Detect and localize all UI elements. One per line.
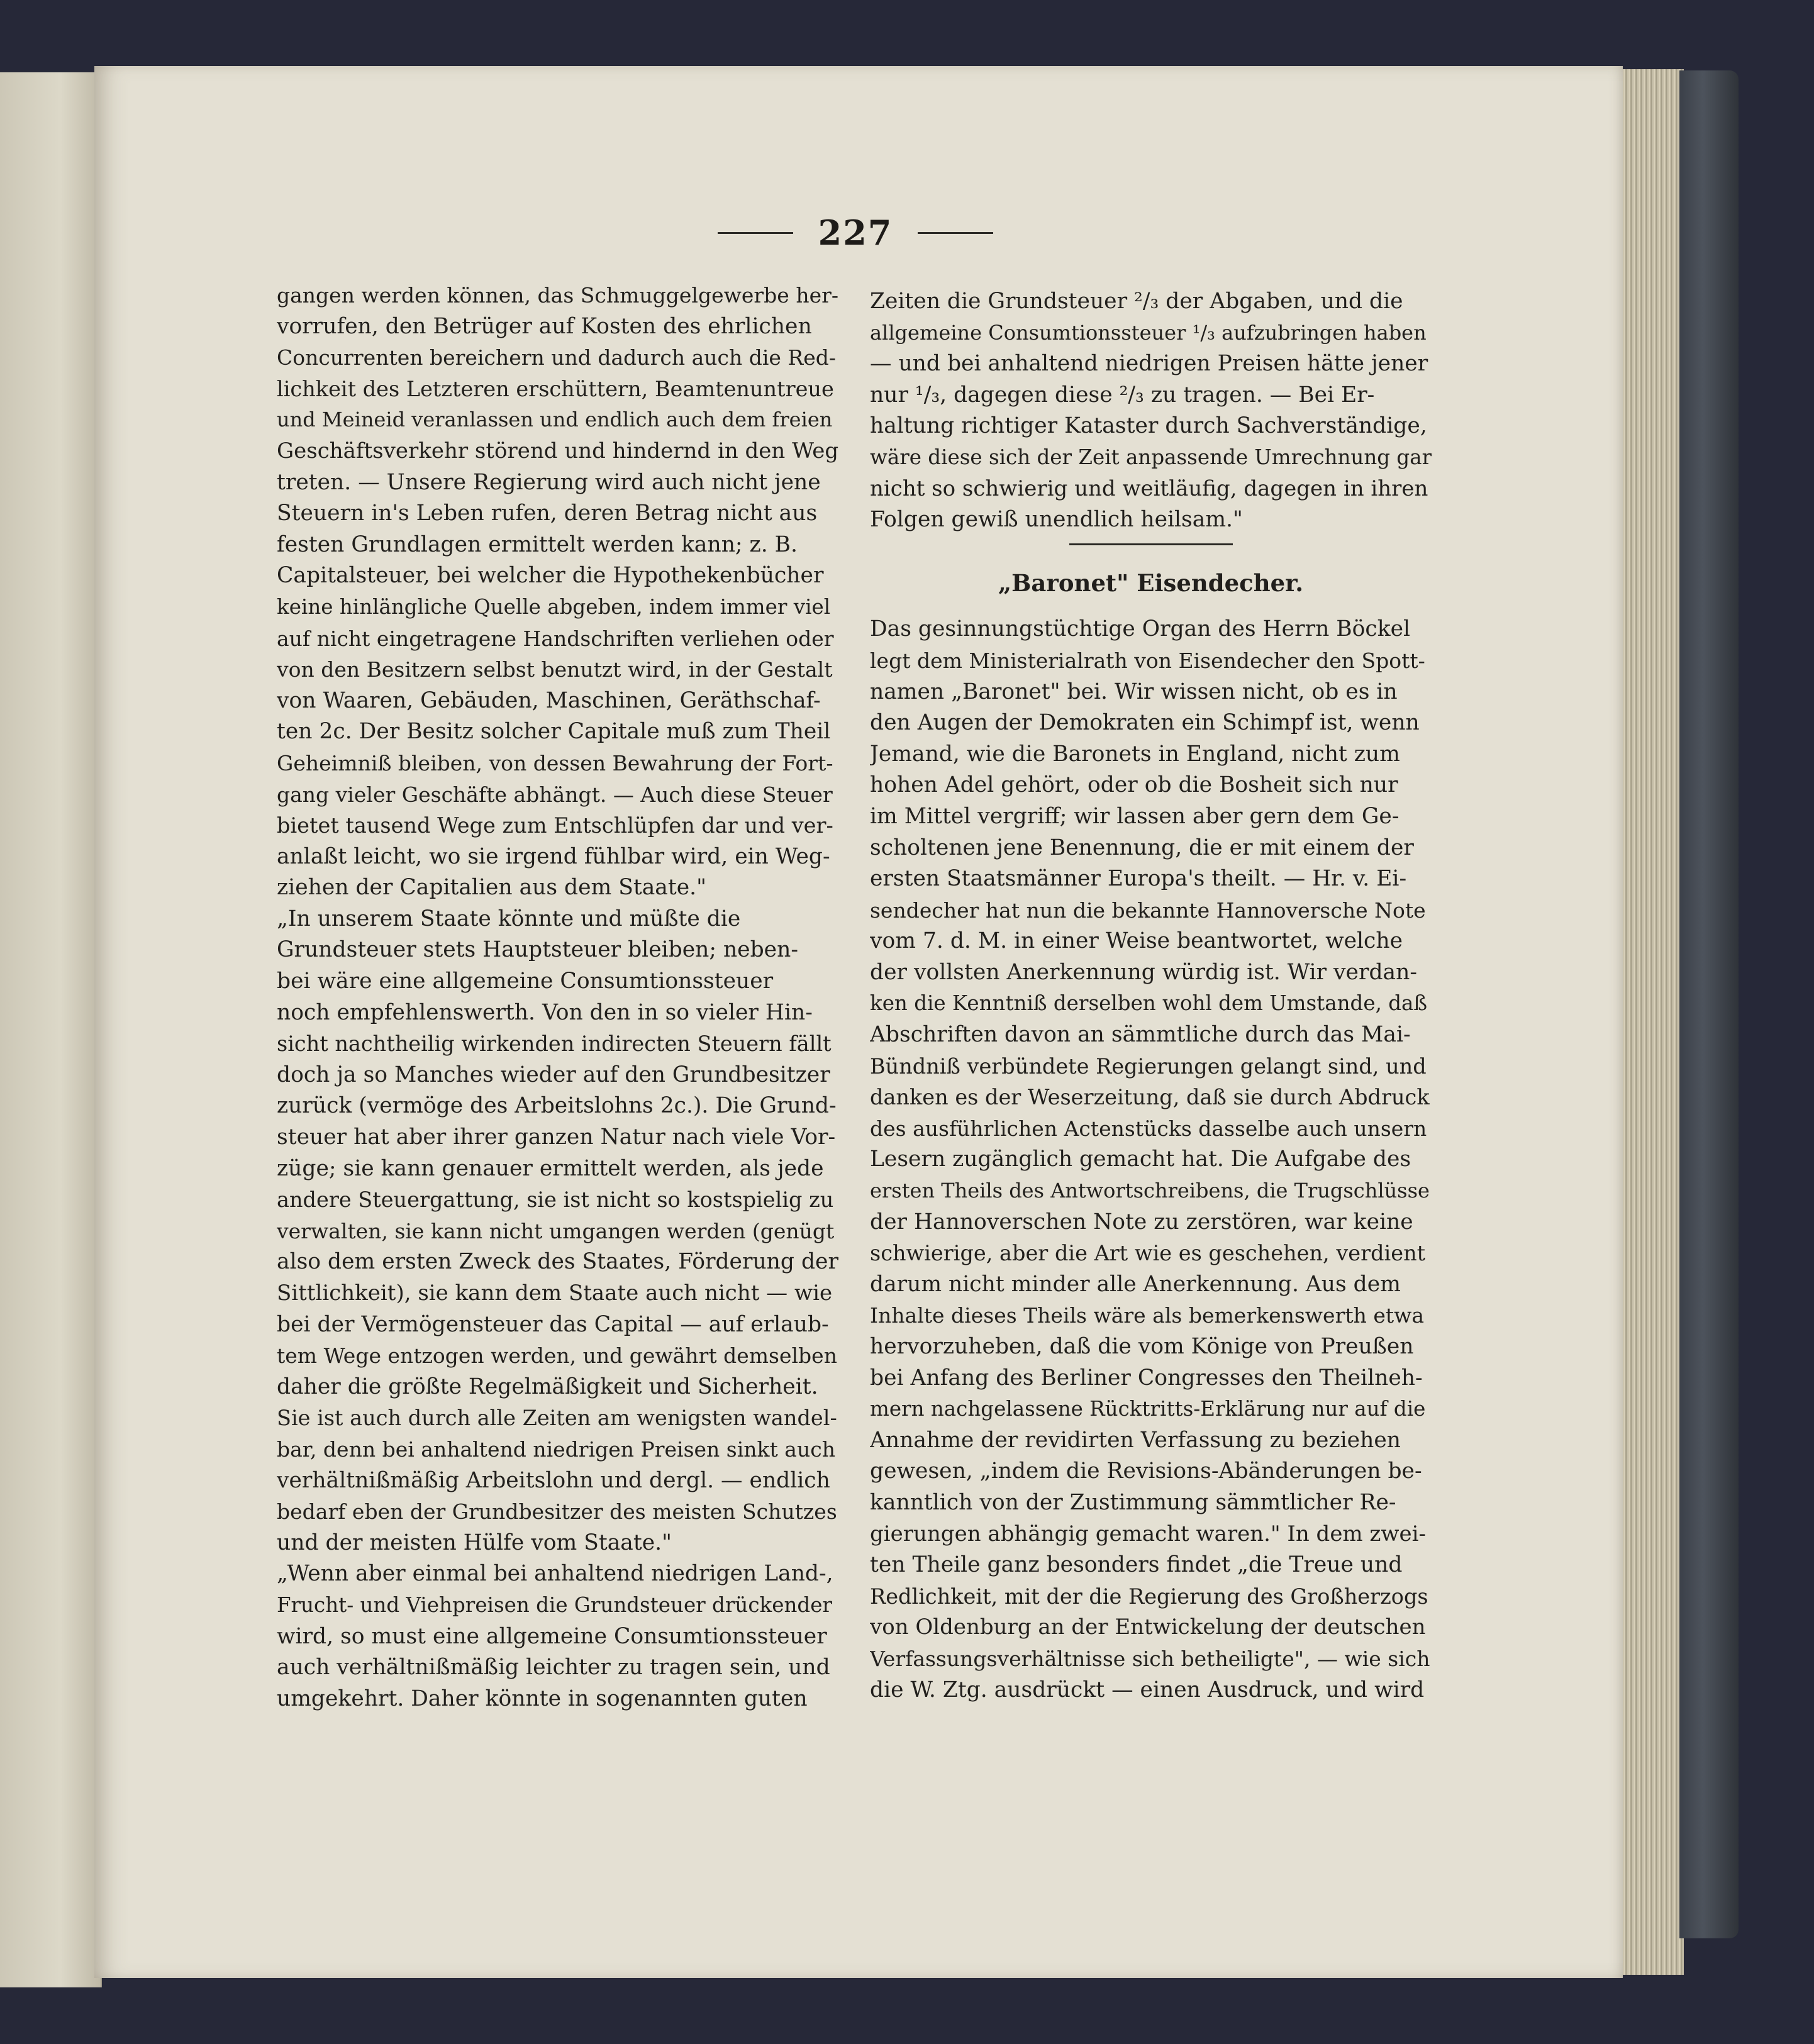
text-line: und der meisten Hülfe vom Staate." [277, 1530, 672, 1555]
page-stack-edge [1618, 69, 1684, 1975]
text-line: Steuern in's Leben rufen, deren Betrag nicht aus [277, 501, 818, 526]
text-line: Geheimniß bleiben, von dessen Bewahrung der Fort- [277, 750, 833, 775]
text-line: den Augen der Demokraten ein Schimpf ist, wenn [870, 710, 1420, 736]
text-line: allgemeine Consumtionssteuer ¹/₃ aufzubringen haben [870, 320, 1427, 345]
text-line: von den Besitzern selbst benutzt wird, in der Gestalt [277, 657, 833, 682]
text-line: Redlichkeit, mit der die Regierung des Großherzogs [870, 1584, 1428, 1609]
section-heading: „Baronet" Eisendecher. [998, 569, 1304, 597]
text-line: bei der Vermögensteuer das Capital — auf erlaub- [277, 1311, 829, 1337]
facing-page-edge [0, 72, 102, 1987]
text-line: hervorzuheben, daß die vom Könige von Preußen [870, 1334, 1414, 1359]
text-line: gang vieler Geschäfte abhängt. — Auch diese Steuer [277, 782, 833, 807]
text-line: bar, denn bei anhaltend niedrigen Preisen sinkt auch [277, 1436, 835, 1462]
page-header [698, 211, 1013, 255]
text-line: sicht nachtheilig wirkenden indirecten Steuern fällt [277, 1031, 832, 1057]
section-separator [1069, 543, 1233, 545]
text-line: Lesern zugänglich gemacht hat. Die Aufgabe des [870, 1147, 1411, 1172]
text-line: umgekehrt. Daher könnte in sogenannten guten [277, 1686, 808, 1711]
text-line: zurück (vermöge des Arbeitslohns 2c.). Die Grund- [277, 1093, 837, 1119]
text-line: Concurrenten bereichern und dadurch auch die Red- [277, 345, 837, 370]
text-line: bei Anfang des Berliner Congresses den Theilneh- [870, 1365, 1423, 1391]
text-line: von Oldenburg an der Entwickelung der deutschen [870, 1614, 1426, 1640]
text-line: Das gesinnungstüchtige Organ des Herrn Böckel [870, 616, 1411, 642]
text-line: nur ¹/₃, dagegen diese ²/₃ zu tragen. — Bei Er- [870, 382, 1375, 408]
header-rule-left [718, 232, 793, 234]
header-rule-right [918, 232, 993, 234]
text-line: kanntlich von der Zustimmung sämmtlicher Re- [870, 1489, 1396, 1515]
text-line: verhältnißmäßig Arbeitslohn und dergl. — endlich [277, 1467, 830, 1493]
text-line: anlaßt leicht, wo sie irgend fühlbar wird, ein Weg- [277, 843, 830, 869]
text-line: daher die größte Regelmäßigkeit und Sicherheit. [277, 1374, 818, 1399]
text-line: Sittlichkeit), sie kann dem Staate auch nicht — wie [277, 1280, 833, 1306]
text-line: der vollsten Anerkennung würdig ist. Wir verdan- [870, 959, 1417, 985]
text-line: Sie ist auch durch alle Zeiten am wenigsten wandel- [277, 1406, 837, 1431]
text-line: Zeiten die Grundsteuer ²/₃ der Abgaben, und die [870, 289, 1403, 314]
text-line: Jemand, wie die Baronets in England, nicht zum [870, 741, 1400, 767]
text-line: des ausführlichen Actenstücks dasselbe auch unsern [870, 1116, 1427, 1141]
text-line: von Waaren, Gebäuden, Maschinen, Geräthschaf- [277, 687, 821, 713]
text-line: ken die Kenntniß derselben wohl dem Umstande, daß [870, 991, 1428, 1016]
text-line: darum nicht minder alle Anerkennung. Aus dem [870, 1271, 1401, 1297]
text-line: ersten Theils des Antwortschreibens, die Trugschlüsse [870, 1179, 1430, 1203]
text-line: keine hinlängliche Quelle abgeben, indem immer viel [277, 594, 831, 619]
text-line: steuer hat aber ihrer ganzen Natur nach viele Vor- [277, 1125, 836, 1150]
text-line: festen Grundlagen ermittelt werden kann; z. B. [277, 531, 798, 557]
text-line: auf nicht eingetragene Handschriften verliehen oder [277, 626, 834, 651]
text-line: ten Theile ganz besonders findet „die Treue und [870, 1552, 1403, 1578]
text-line: namen „Baronet" bei. Wir wissen nicht, ob es in [870, 679, 1398, 704]
text-line: bei wäre eine allgemeine Consumtionssteuer [277, 969, 774, 994]
text-line: im Mittel vergriff; wir lassen aber gern dem Ge- [870, 803, 1399, 829]
text-line: bedarf eben der Grundbesitzer des meisten Schutzes [277, 1499, 837, 1525]
text-line: gewesen, „indem die Revisions-Abänderungen be- [870, 1458, 1422, 1484]
text-line: schwierige, aber die Art wie es geschehen, verdient [870, 1241, 1426, 1266]
text-line: hohen Adel gehört, oder ob die Bosheit sich nur [870, 772, 1398, 798]
text-line: ten 2c. Der Besitz solcher Capitale muß zum Theil [277, 719, 831, 745]
text-line: wäre diese sich der Zeit anpassende Umrechnung gar [870, 445, 1432, 469]
text-line: vorrufen, den Betrüger auf Kosten des ehrlichen [277, 313, 812, 339]
text-line: Abschriften davon an sämmtliche durch das Mai- [870, 1022, 1411, 1048]
right-column [870, 286, 1432, 1706]
text-line: treten. — Unsere Regierung wird auch nicht jene [277, 469, 821, 495]
text-line: gangen werden können, das Schmuggelgewerbe her- [277, 283, 838, 308]
text-line: lichkeit des Letzteren erschüttern, Beamtenuntreue [277, 376, 834, 401]
text-line: züge; sie kann genauer ermittelt werden, als jede [277, 1155, 824, 1181]
right-column-top [870, 286, 1432, 536]
text-line: tem Wege entzogen werden, und gewährt demselben [277, 1343, 837, 1369]
text-line: mern nachgelassene Rücktritts-Erklärung nur auf die [870, 1397, 1426, 1421]
text-line: Verfassungsverhältnisse sich betheiligte", — wie sich [870, 1646, 1430, 1671]
text-line: Annahme der revidirten Verfassung zu beziehen [870, 1427, 1401, 1453]
text-line: sendecher hat nun die bekannte Hannoversche Note [870, 897, 1426, 923]
text-line: — und bei anhaltend niedrigen Preisen hätte jener [870, 351, 1428, 377]
text-line: Inhalte dieses Theils wäre als bemerkenswerth etwa [870, 1303, 1425, 1328]
text-line: Bündniß verbündete Regierungen gelangt sind, und [870, 1053, 1427, 1079]
right-column-body [870, 614, 1432, 1706]
text-line: gierungen abhängig gemacht waren." In dem zwei- [870, 1521, 1426, 1547]
book-cover [1679, 70, 1739, 1938]
text-line: bietet tausend Wege zum Entschlüpfen dar und ver- [277, 813, 833, 838]
text-line: „In unserem Staate könnte und müßte die [277, 906, 741, 931]
text-line: verwalten, sie kann nicht umgangen werden (genügt [277, 1218, 835, 1243]
text-line: doch ja so Manches wieder auf den Grundbesitzer [277, 1062, 830, 1087]
text-line: ziehen der Capitalien aus dem Staate." [277, 875, 706, 901]
text-line: danken es der Weserzeitung, daß sie durch Abdruck [870, 1085, 1430, 1110]
text-line: Grundsteuer stets Hauptsteuer bleiben; neben- [277, 937, 798, 963]
text-line: wird, so must eine allgemeine Consumtionssteuer [277, 1623, 827, 1649]
text-line: legt dem Ministerialrath von Eisendecher den Spott- [870, 648, 1425, 673]
text-line: also dem ersten Zweck des Staates, Förderung der [277, 1249, 838, 1275]
text-line: Frucht- und Viehpreisen die Grundsteuer drückender [277, 1592, 832, 1617]
text-line: Folgen gewiß unendlich heilsam." [870, 507, 1243, 533]
text-line: noch empfehlenswerth. Von den in so vieler Hin- [277, 999, 813, 1025]
text-line: Geschäftsverkehr störend und hindernd in den Weg [277, 438, 838, 464]
text-line: ersten Staatsmänner Europa's theilt. — Hr. v. Ei- [870, 866, 1407, 892]
text-line: „Wenn aber einmal bei anhaltend niedrigen Land-, [277, 1561, 833, 1587]
text-line: nicht so schwierig und weitläufig, dagegen in ihren [870, 475, 1428, 501]
text-line: auch verhältnißmäßig leichter zu tragen sein, und [277, 1655, 830, 1680]
page-number: 227 [818, 213, 893, 253]
text-line: Capitalsteuer, bei welcher die Hypothekenbücher [277, 563, 824, 589]
text-line: und Meineid veranlassen und endlich auch dem freien [277, 408, 833, 432]
text-line: der Hannoverschen Note zu zerstören, war keine [870, 1209, 1413, 1235]
text-line: vom 7. d. M. in einer Weise beantwortet, welche [870, 928, 1403, 954]
text-line: die W. Ztg. ausdrückt — einen Ausdruck, und wird [870, 1677, 1425, 1702]
text-line: haltung richtiger Kataster durch Sachverständige, [870, 413, 1427, 439]
text-line: scholtenen jene Benennung, die er mit einem der [870, 835, 1414, 860]
left-column [277, 280, 838, 1714]
text-line: andere Steuergattung, sie ist nicht so kostspielig zu [277, 1187, 834, 1213]
